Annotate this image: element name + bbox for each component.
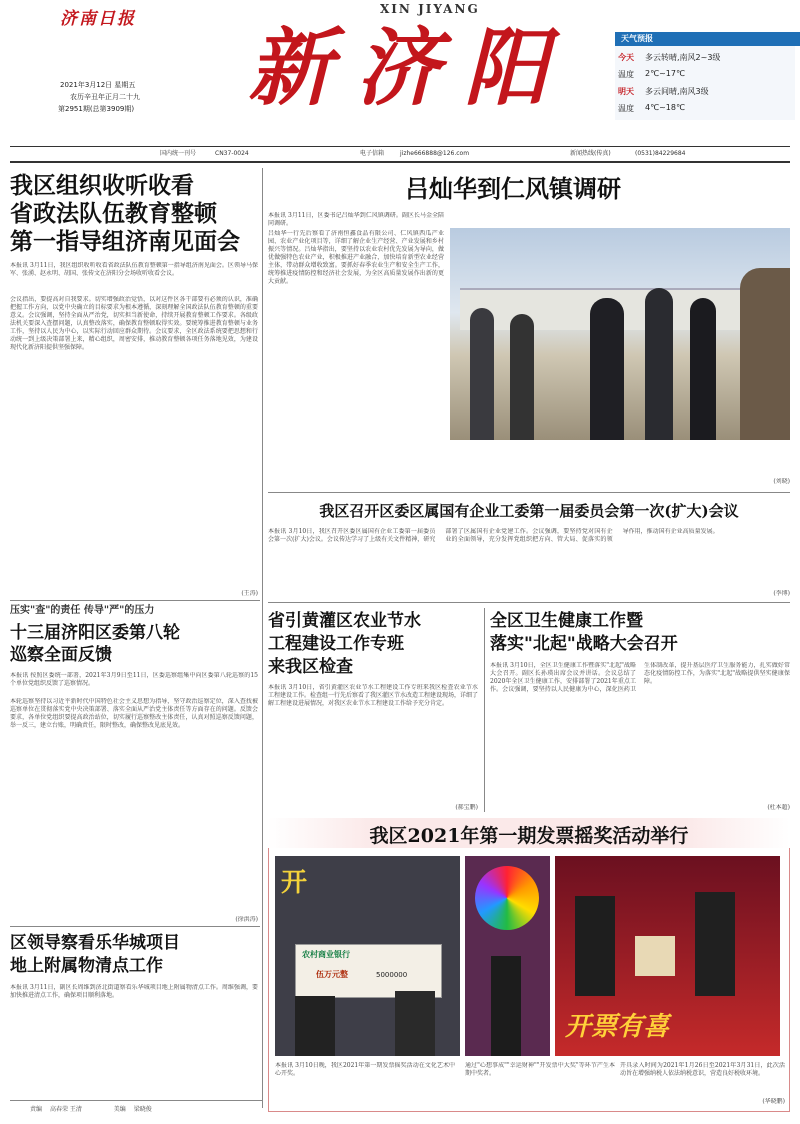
a6-title-line1: 省引黄灌区农业节水 xyxy=(268,611,421,631)
a2-title-line1: 十三届济阳区委第八轮 xyxy=(10,623,180,643)
footer-editor: 高春荣 王清 xyxy=(49,1106,82,1113)
a7-byline: (杜本超) xyxy=(767,804,790,811)
a2-kicker: 压实"查"的责任 传导"严"的压力 xyxy=(10,605,155,616)
infobar xyxy=(10,148,790,160)
a2-lead: 本报讯 按照区委统一部署，2021年3月9日至11日，区委巡察组集中向区委第八轮巡察的15个单位党组织反馈了巡察情况。 xyxy=(10,672,258,687)
a8-caption2: 通过"心想事成""幸运财神""开发票中大奖"等环节产生本期中奖者。 xyxy=(465,1062,615,1077)
weather-label: 天气预报 xyxy=(615,32,800,46)
infobar-cn-value: CN37-0024 xyxy=(215,150,249,157)
a1-title-line1: 我区组织收听收看 xyxy=(10,172,194,199)
a6-title-line2: 工程建设工作专班 xyxy=(268,634,404,654)
a4-body-cont xyxy=(450,444,790,488)
parent-paper-logo: 济南日报 xyxy=(60,9,136,29)
a4-bottom-rule xyxy=(268,492,790,493)
masthead-title: 新济阳 xyxy=(248,18,573,117)
a5-byline: (李博) xyxy=(773,590,790,597)
person xyxy=(740,268,790,440)
a4-photo xyxy=(450,228,790,440)
a5-body: 本报讯 3月10日，我区召开区委区属国有企业工委第一届委员会第一次(扩大)会议。会议传达学习了上级有关文件精神，研究部署了区属国有企业党建工作。会议强调，要坚持党对国有企业的全面领导，充分发挥党组织把方向、管大局、促落实的领导作用，推动国有企业高质量发展。 xyxy=(268,528,719,543)
a8-check-number: 5000000 xyxy=(376,971,408,979)
footer-editor-label: 责编 xyxy=(30,1106,43,1113)
person xyxy=(590,298,624,440)
weather-tomorrow-label: 明天 xyxy=(618,87,634,96)
infobar-hotline: (0531)84229684 xyxy=(635,150,686,157)
a4-title: 吕灿华到仁风镇调研 xyxy=(405,174,621,203)
a8-caption1: 本报讯 3月10日晚，我区2021年第一期发票摇奖活动在文化艺术中心开奖。 xyxy=(275,1062,455,1077)
a2-bottom-rule xyxy=(10,926,260,927)
a4-body: 吕灿华一行先后察看了济南恒鑫食品有限公司、仁风镇西瓜产业园、农业产业化项目等，详细了解企业生产经营、产业发展和乡村振兴等情况。吕灿华指出，要坚持以农业农村优先发展为导向，做优做强特色农业产业，积极推进产业融合，加快培育新型农业经营主体，带动群众增收致富。要抓好春季农业生产和安全生产工作，统筹推进疫情防控和经济社会发展，为全区高质量发展作出新的更大贡献。 xyxy=(268,230,444,285)
person xyxy=(470,308,494,440)
weather-today-temp: 2℃~17℃ xyxy=(645,69,685,78)
a3-body: 本报讯 3月11日，副区长周维到济北街道察看乐华城项目地上附属物清点工作。周维强调，要加快推进清点工作，确保项目顺利落地。 xyxy=(10,984,258,999)
a1-title-line2: 省政法队伍教育整顿 xyxy=(10,200,217,227)
a7-title-line1: 全区卫生健康工作暨 xyxy=(490,611,643,631)
a8-check xyxy=(295,944,442,998)
weather-tomorrow: 多云间晴,南风3级 xyxy=(645,87,709,96)
a6-byline: (郝宝鹏) xyxy=(455,804,478,811)
weather-today-temp-label: 温度 xyxy=(618,70,634,79)
masthead-lunar: 农历辛丑年正月二十九 xyxy=(70,93,140,101)
a8-caption3: 开具录入时间为2021年1月26日至2021年3月31日，此次活动旨在增强纳税人依法纳税意识，营造良好税收环境。 xyxy=(620,1062,785,1077)
person xyxy=(695,892,735,996)
a1-byline: (王涛) xyxy=(241,590,258,597)
footer-designer-label: 美编 xyxy=(113,1106,126,1113)
a2-byline: (徐洪涛) xyxy=(235,916,258,923)
weather-tomorrow-temp-label: 温度 xyxy=(618,104,634,113)
a5-bottom-rule xyxy=(268,602,790,603)
a7-title-line2: 落实"北起"战略大会召开 xyxy=(490,634,678,654)
a6-title-line3: 来我区检查 xyxy=(268,657,353,677)
a8-check-amount: 伍万元整 xyxy=(316,970,348,979)
a1-body: 会议指出，要提高对自我要求。切实增强政治觉悟，以对这件区各干部要有必须的认识，准确把握工作方向，以党中央确立的目标要求为根本遵循，深刻理解全国政法队伍教育整顿的重要意义。会议强调，坚持全面从严治党，切实担当新使命，持续开展教育整顿工作要求。各级政法机关要深入查摆问题，认真整改落实，确保教育整顿取得实效。要统筹推进教育整顿与业务工作，坚持以人民为中心，以实际行动回应群众期待。会议要求，全区政法系统要把思想和行动统一到上级决策部署上来，精心组织，周密安排，推动教育整顿各项任务落地见效，为建设现代化新济阳提供坚强保障。 xyxy=(10,296,258,351)
a2-body: 本轮巡察坚持以习近平新时代中国特色社会主义思想为指导，坚守政治巡察定位，深入查找被巡察单位在贯彻落实党中央决策部署、落实全面从严治党主体责任等方面存在的问题。反馈会要求，各单位党组织要提高政治站位，切实履行巡察整改主体责任，认真对照巡察反馈问题，举一反三，建立台账，明确责任，限时整改，确保整改见底见效。 xyxy=(10,698,258,729)
a8-banner: 开 xyxy=(281,868,308,898)
weather-today: 多云转晴,南风2~3级 xyxy=(645,53,721,62)
a6-a7-divider xyxy=(484,608,485,812)
person xyxy=(295,996,335,1056)
a8-title: 我区2021年第一期发票摇奖活动举行 xyxy=(369,825,689,847)
a8-photo-check xyxy=(275,856,460,1056)
weather-today-label: 今天 xyxy=(618,53,634,62)
a5-title: 我区召开区委区属国有企业工委第一届委员会第一次(扩大)会议 xyxy=(319,502,739,520)
a1-lead: 本报讯 3月11日，我区组织收听收看省政法队伍教育整顿第一指导组济南见面会。区领导马保军、张湧、赵永明、胡国、张传文在济阳分会场收听收看会议。 xyxy=(10,262,258,277)
prize-wheel xyxy=(475,866,539,930)
a8-bank-sign: 农村商业银行 xyxy=(302,950,350,959)
a8-byline: (华晓鹏) xyxy=(762,1098,785,1105)
a2-title-line2: 巡察全面反馈 xyxy=(10,645,112,665)
footer-rule xyxy=(10,1100,262,1101)
prize-box xyxy=(635,936,675,976)
infobar-email-label: 电子信箱 xyxy=(360,150,385,157)
infobar-top-rule xyxy=(10,146,790,147)
person xyxy=(395,991,435,1056)
a6-body: 本报讯 3月10日，省引黄灌区农业节水工程建设工作专班来我区检查农业节水工程建设工作。检查组一行先后察看了我区灌区节水改造工程建设现场，详细了解工程建设进展情况，对我区农业节水工程建设工作给予充分肯定。 xyxy=(268,684,478,707)
a8-photo-wheel xyxy=(465,856,550,1056)
a8-photo-stage xyxy=(555,856,780,1056)
a4-lead: 本报讯 3月11日，区委书记吕灿华到仁风镇调研。副区长马金全陪同调研。 xyxy=(268,212,444,227)
masthead-date: 2021年3月12日 星期五 xyxy=(60,81,136,89)
footer xyxy=(30,1104,262,1116)
infobar-hotline-label: 新闻热线(传真) xyxy=(570,150,611,157)
a4-byline: (刘晓) xyxy=(773,478,790,485)
a8-award-text: 开票有喜 xyxy=(565,1012,670,1042)
a3-title-line1: 区领导察看乐华城项目 xyxy=(10,933,180,953)
infobar-cn-label: 国内统一刊号 xyxy=(160,150,197,157)
masthead-issue: 第2951期(总第3909期) xyxy=(58,105,135,113)
person xyxy=(690,298,716,440)
a1-title-line3: 第一指导组济南见面会 xyxy=(10,228,240,255)
a7-body: 本报讯 3月10日，全区卫生健康工作暨落实"北起"战略大会召开。副区长孙瑛出席会议并讲话。会议总结了2020年全区卫生健康工作，安排部署了2021年重点工作。会议强调，要坚持以人民健康为中心，深化医药卫生体制改革，提升基层医疗卫生服务能力，扎实做好常态化疫情防控工作，为落实"北起"战略提供坚实健康保障。 xyxy=(490,662,790,693)
person xyxy=(510,314,534,440)
infobar-email: jizhe666888@126.com xyxy=(400,150,470,157)
infobar-bottom-rule xyxy=(10,161,790,163)
person xyxy=(575,896,615,996)
footer-designer: 梁晓俊 xyxy=(133,1106,152,1113)
a3-title-line2: 地上附属物清点工作 xyxy=(10,956,163,976)
column-divider xyxy=(262,168,263,1108)
person xyxy=(491,956,521,1056)
person xyxy=(645,288,673,440)
masthead-pinyin: XIN JIYANG xyxy=(380,2,480,16)
weather-box xyxy=(615,32,795,120)
a1-bottom-rule xyxy=(10,600,260,601)
weather-tomorrow-temp: 4℃~18℃ xyxy=(645,103,685,112)
